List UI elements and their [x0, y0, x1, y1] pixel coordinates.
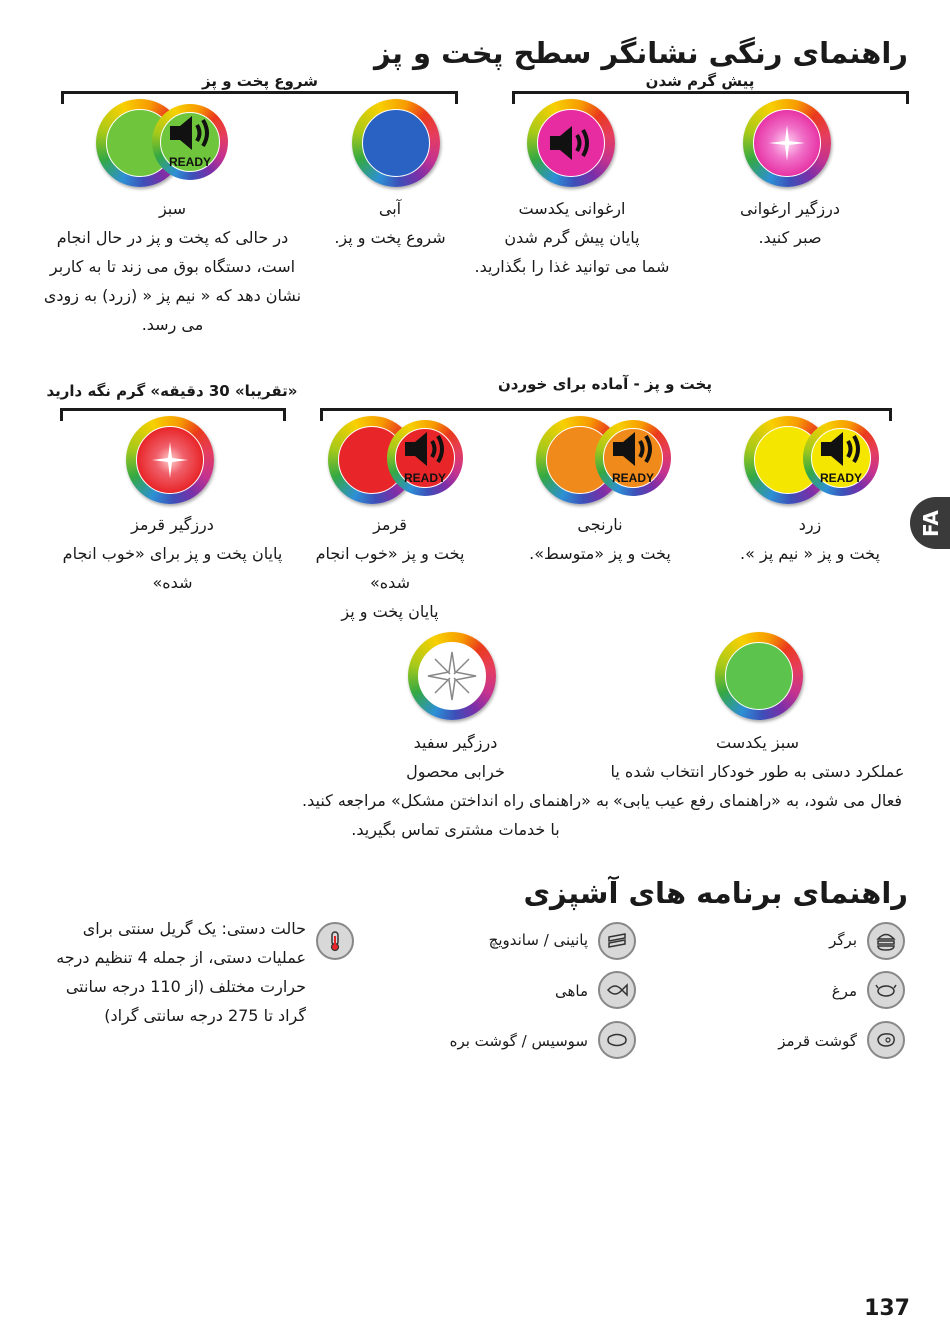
caption-flashing-purple: درزگیر ارغوانی صبر کنید.	[740, 199, 840, 247]
indicator-flashing-purple	[743, 99, 831, 187]
caption-yellow: زرد پخت و پز « نیم پز ».	[740, 515, 880, 563]
fish-icon	[598, 971, 636, 1009]
caption-orange: نارنجی پخت و پز «متوسط».	[529, 515, 671, 563]
language-tab: FA	[910, 497, 950, 549]
ready-speaker-red	[387, 420, 463, 496]
caption-solid-purple: ارغوانی یکدست پایان پیش گرم شدن شما می توانید غذا را بگذارید.	[474, 199, 670, 276]
flash-star-icon	[426, 650, 478, 702]
group-label-keep-warm: «تقریبا» 30 دقیقه» گرم نگه دارید	[46, 382, 298, 400]
caption-blue: آبی شروع پخت و پز.	[334, 199, 446, 247]
caption-green: سبز در حالی که پخت و پز در حال انجام است، دستگاه بوق می زند تا به کاربر نشان دهد که « نیم پز « (زرد) به زودی می رسد.	[43, 199, 302, 334]
caption-flashing-red: درزگیر قرمز پایان پخت و پز برای «خوب انجام شده»	[62, 515, 283, 592]
speaker-icon	[815, 430, 867, 486]
ready-label: READY	[403, 471, 447, 485]
flash-star-icon	[150, 440, 190, 480]
page-title: راهنمای رنگی نشانگر سطح پخت و پز	[373, 36, 908, 70]
program-label-chicken: مرغ	[831, 982, 857, 1000]
speaker-icon	[607, 430, 659, 486]
ready-label: READY	[168, 155, 212, 169]
ready-label: READY	[819, 471, 863, 485]
steak-icon	[867, 1021, 905, 1059]
thermometer-icon	[316, 922, 354, 960]
manual-mode-text: حالت دستی: یک گریل سنتی برای عملیات دستی، از جمله 4 تنظیم درجه حرارت مختلف (از 110 درجه سانتی گراد تا 275 درجه سانتی گراد)	[56, 919, 306, 1025]
speaker-icon	[546, 123, 596, 163]
ready-label: READY	[611, 471, 655, 485]
flash-star-icon	[767, 123, 807, 163]
caption-flashing-white: درزگیر سفید خرابی محصول به «راهنمای راه انداختن مشکل» مراجعه کنید. با خدمات مشتری تماس بگیرید.	[302, 733, 609, 839]
program-label-panini: پانینی / ساندویچ	[488, 931, 588, 949]
indicator-flashing-white	[408, 632, 496, 720]
page-number: 137	[864, 1296, 910, 1321]
caption-solid-green: سبز یکدست عملکرد دستی به طور خودکار انتخاب شده یا فعال می شود، به «راهنمای رفع عیب یابی»	[610, 733, 905, 810]
indicator-solid-purple	[527, 99, 615, 187]
ready-speaker-green	[152, 104, 228, 180]
chicken-icon	[867, 971, 905, 1009]
program-label-steak: گوشت قرمز	[778, 1032, 857, 1050]
indicator-flashing-red	[126, 416, 214, 504]
ready-speaker-orange	[595, 420, 671, 496]
indicator-blue	[352, 99, 440, 187]
burger-icon	[867, 922, 905, 960]
group-label-preheat: پیش گرم شدن	[645, 72, 755, 90]
program-label-burger: برگر	[829, 931, 857, 949]
program-label-fish: ماهی	[554, 982, 588, 1000]
speaker-icon	[164, 114, 216, 170]
ready-speaker-yellow	[803, 420, 879, 496]
program-label-sausage: سوسیس / گوشت بره	[449, 1032, 588, 1050]
panini-icon	[598, 922, 636, 960]
caption-red: قرمز پخت و پز «خوب انجام شده» پایان پخت و پز	[315, 515, 465, 621]
sausage-icon	[598, 1021, 636, 1059]
group-label-ready: پخت و پز - آماده برای خوردن	[498, 375, 712, 393]
indicator-solid-green	[715, 632, 803, 720]
programs-title: راهنمای برنامه های آشپزی	[523, 876, 908, 910]
group-label-cooking-start: شروع پخت و پز	[202, 72, 318, 90]
speaker-icon	[399, 430, 451, 486]
